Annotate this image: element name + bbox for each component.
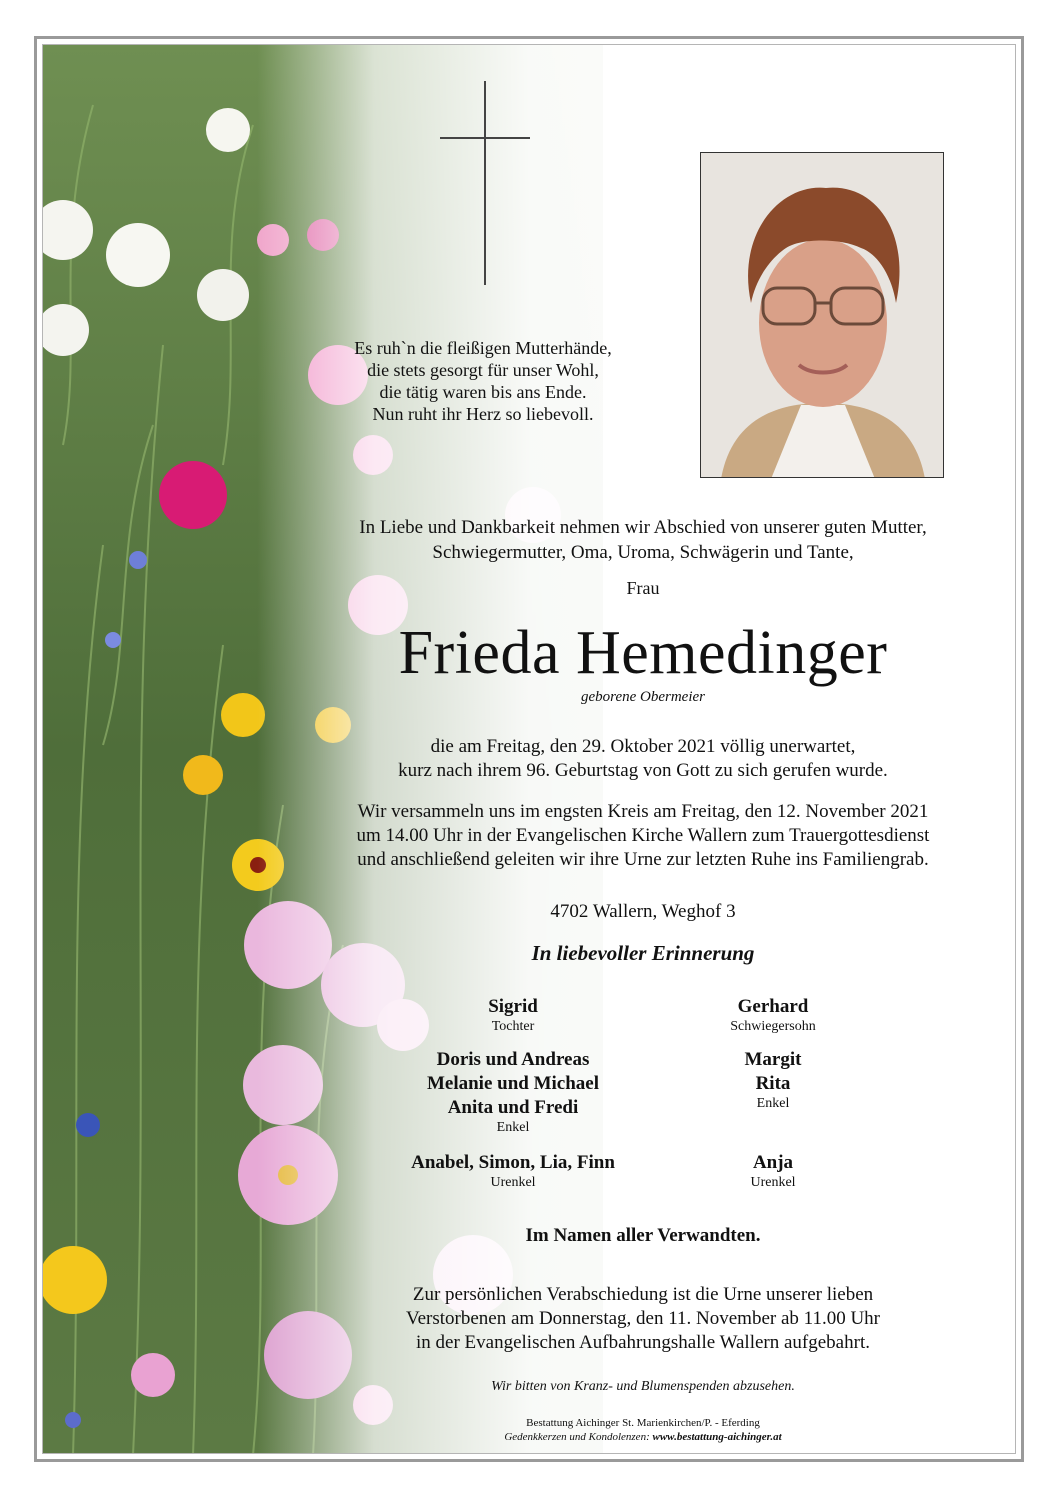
condolence-label: Gedenkkerzen und Kondolenzen:: [504, 1431, 650, 1443]
maiden-name: geborene Obermeier: [581, 689, 705, 705]
relatives-line: Im Namen aller Verwandten.: [525, 1225, 761, 1246]
death-line: die am Freitag, den 29. Oktober 2021 völlig unerwartet,: [430, 736, 856, 757]
mourner-group: [663, 1048, 883, 1112]
salutation: Frau: [626, 578, 660, 598]
no-flowers-request: Wir bitten von Kranz- und Blumenspenden abzusehen.: [491, 1379, 795, 1394]
intro-line: In Liebe und Dankbarkeit nehmen wir Abschied von unserer guten Mutter,: [359, 517, 927, 538]
website-link[interactable]: www.bestattung-aichinger.at: [652, 1431, 782, 1443]
mourner-name: Anja: [752, 1152, 794, 1173]
mourner-name: Gerhard: [737, 996, 809, 1017]
address: 4702 Wallern, Weghof 3: [550, 901, 736, 922]
portrait-illustration: [701, 153, 944, 478]
mourner-group: [353, 1151, 673, 1191]
service-line: und anschließend geleiten wir ihre Urne zur letzten Ruhe ins Familiengrab.: [357, 849, 929, 870]
service-details: [293, 800, 993, 872]
farewell-line: Zur persönlichen Verabschiedung ist die Urne unserer lieben: [412, 1284, 874, 1305]
poem-line: die tätig waren bis ans Ende.: [379, 382, 587, 402]
mourner-relation: Enkel: [756, 1096, 790, 1111]
service-line: um 14.00 Uhr in der Evangelischen Kirche Wallern zum Trauergottesdienst: [356, 825, 930, 846]
deceased-name: Frieda Hemedinger: [398, 619, 888, 687]
memorial-poem: [283, 337, 683, 425]
mourner-group: [663, 1151, 883, 1191]
poem-line: Nun ruht ihr Herz so liebevoll.: [372, 404, 594, 424]
farewell-details: [293, 1283, 993, 1355]
mourner-name: Anabel, Simon, Lia, Finn: [411, 1152, 615, 1173]
cross-icon: [484, 81, 486, 285]
mourner-relation: Urenkel: [490, 1175, 536, 1190]
mourner-name: Doris und Andreas: [436, 1049, 590, 1070]
mourner-relation: Enkel: [496, 1120, 530, 1135]
mourner-group: [353, 995, 673, 1035]
mourner-name: Margit: [744, 1049, 802, 1070]
mourner-group: [353, 1048, 673, 1136]
undertaker-name: Bestattung Aichinger St. Marienkirchen/P. - Eferding: [526, 1417, 760, 1429]
death-line: kurz nach ihrem 96. Geburtstag von Gott zu sich gerufen wurde.: [398, 760, 888, 781]
poem-line: Es ruh`n die fleißigen Mutterhände,: [354, 338, 612, 358]
remembrance-heading: In liebevoller Erinnerung: [531, 941, 755, 965]
intro-line: Schwiegermutter, Oma, Uroma, Schwägerin und Tante,: [432, 542, 854, 563]
intro-text: [293, 515, 993, 565]
mourner-name: Anita und Fredi: [447, 1097, 579, 1118]
undertaker-footer: [393, 1416, 893, 1444]
portrait-photo: [700, 152, 944, 478]
mourner-relation: Schwiegersohn: [730, 1019, 816, 1034]
service-line: Wir versammeln uns im engsten Kreis am Freitag, den 12. November 2021: [357, 801, 929, 822]
death-notice: [293, 735, 993, 783]
mourner-name: Sigrid: [488, 996, 538, 1017]
notice-page: [42, 44, 1016, 1454]
mourner-group: [663, 995, 883, 1035]
farewell-line: in der Evangelischen Aufbahrungshalle Wallern aufgebahrt.: [416, 1332, 870, 1353]
farewell-line: Verstorbenen am Donnerstag, den 11. November ab 11.00 Uhr: [406, 1308, 880, 1329]
mourner-relation: Tochter: [491, 1019, 535, 1034]
mourner-name: Melanie und Michael: [426, 1073, 600, 1094]
mourner-name: Rita: [755, 1073, 791, 1094]
cross-icon-bar: [440, 137, 530, 139]
poem-line: die stets gesorgt für unser Wohl,: [367, 360, 599, 380]
condolence-line: [393, 1430, 893, 1444]
mourner-relation: Urenkel: [750, 1175, 796, 1190]
